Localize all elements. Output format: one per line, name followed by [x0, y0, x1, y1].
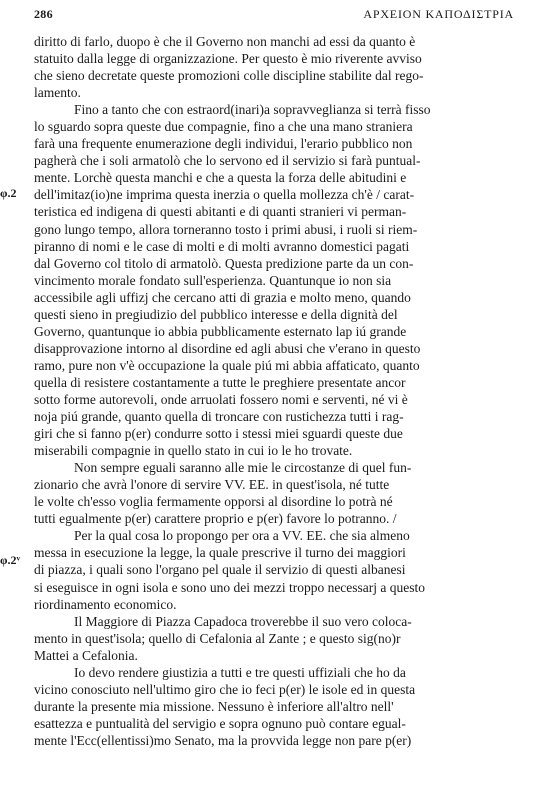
text-line: si eseguisce in ogni isola e sono uno dei mezzi troppo necessarj a questo	[34, 579, 426, 595]
text-line: diritto di farlo, duopo è che il Governo non manchi ad essi da quanto è	[34, 34, 416, 49]
text-line: tutti egualmente p(er) carattere proprio e p(er) favore lo potranno. /	[34, 511, 397, 527]
text-line: vincimento morale fondato sull'esperienza. Quantunque io non sia	[34, 272, 392, 288]
text-line: questi sieno in pregiudizio del pubblico interesse e della dignità del	[34, 306, 398, 322]
text-line: che sieno decretate queste promozioni colle discipline stabilite dal rego-	[34, 68, 424, 84]
text-line: disapprovazione intorno al disordine ed agli abusi che v'erano in questo	[34, 340, 421, 356]
paragraph	[34, 33, 514, 101]
text-line: esattezza e puntualità del servigio e sopra ognuno può contare egual-	[34, 715, 406, 731]
text-line: lo sguardo sopra queste due compagnie, fino a che una mano straniera	[34, 119, 413, 135]
text-line: mento in quest'isola; quello di Cefalonia al Zante ; e questo sig(no)r	[34, 630, 401, 646]
text-line: accessibile agli uffizj che cercano atti di grazia e molto meno, quando	[34, 289, 411, 305]
text-line: statuito dalla legge di organizzazione. Per questo è mio riverente avviso	[34, 51, 422, 67]
text-line: Fino a tanto che con estraord(inari)a sopravveglianza si terrà fisso	[74, 102, 431, 118]
text-line: Governo, quantunque io abbia pubblicamente esternato lap iú grande	[34, 323, 407, 339]
text-line: mente l'Ecc(ellentissi)mo Senato, ma la provvida legge non pare p(er)	[34, 732, 412, 748]
text-line: messa in esecuzione la legge, la quale prescrive il turno dei maggiori	[34, 545, 406, 561]
paragraph	[34, 664, 514, 749]
paragraph	[34, 459, 514, 527]
text-line: Io devo rendere giustizia a tutti e tre questi uffiziali che ho da	[74, 664, 406, 680]
text-line: quella di resistere costantamente a tutte le preghiere presentate ancor	[34, 374, 406, 390]
page-header	[34, 7, 514, 23]
text-line: Non sempre eguali saranno alle mie le circostanze di quel fun-	[74, 460, 412, 476]
text-line: noja piú grande, quanto quella di troncare con rustichezza tutti i rag-	[34, 409, 404, 425]
text-line: mente. Lorchè questa manchi e che a questa la forza delle abitudini e	[34, 170, 407, 186]
text-line: piranno di nomi e le case di molti e di molti avranno domestici pagati	[34, 238, 410, 254]
text-line: giri che si fanno p(er) condurre sotto i stessi miei sguardi queste due	[34, 426, 403, 442]
paragraph	[34, 527, 514, 612]
text-line: dell'imitaz(io)ne imprima questa inerzia o quella mollezza ch'è / carat-	[34, 187, 415, 203]
text-line: teristica ed indigena di questi abitanti e di quanti stranieri vi perman-	[34, 204, 407, 220]
paragraph	[34, 101, 514, 459]
text-line: miserabili compagnie in quello stato in cui io le ho trovate.	[34, 443, 353, 459]
text-line: farà una frequente enumerazione degli individui, l'erario pubblico non	[34, 136, 413, 152]
text-line: Per la qual cosa lo propongo per ora a VV. EE. che sia almeno	[74, 528, 410, 544]
text-line: gono lungo tempo, allora torneranno tosto i primi abusi, i ruoli si riem-	[34, 221, 418, 237]
text-line: ramo, pure non v'è occupazione la quale piú mi abbia affaticato, quanto	[34, 357, 420, 373]
text-line: le volte ch'esso voglia fermamente opporsi al disordine lo potrà né	[34, 494, 393, 510]
page-body	[34, 33, 514, 749]
text-line: sotto forme autorevoli, onde arruolati fossero nomi e serventi, né vi è	[34, 391, 408, 407]
text-line: lamento.	[34, 85, 81, 101]
text-line: Mattei a Cefalonia.	[34, 647, 138, 663]
text-line: zionario che avrà l'onore di servire VV. EE. in quest'isola, né tutte	[34, 477, 390, 493]
margin-note-folio-verso: φ.2ᵛ	[0, 553, 21, 567]
paragraph	[34, 613, 514, 664]
page-number: 286	[34, 7, 53, 21]
text-line: Il Maggiore di Piazza Capadoca troverebbe il suo vero coloca-	[74, 613, 412, 629]
text-line: di piazza, i quali sono l'organo pel quale il servizio di questi albanesi	[34, 562, 406, 578]
text-line: riordinamento economico.	[34, 596, 177, 612]
text-line: pagherà che i soli armatolò che lo servono ed il servizio si farà puntual-	[34, 153, 421, 169]
text-line: vicino conosciuto nell'ultimo giro che io feci p(er) le isole ed in questa	[34, 681, 416, 697]
text-line: durante la presente mia missione. Nessuno è inferiore all'altro nell'	[34, 698, 394, 714]
margin-note-folio: φ.2	[0, 186, 17, 200]
running-head: ΑΡΧΕΙΟΝ ΚΑΠΟΔΙΣΤΡΙΑ	[363, 7, 514, 21]
text-line: dal Governo col titolo di armatolò. Questa predizione parte da un con-	[34, 255, 414, 271]
